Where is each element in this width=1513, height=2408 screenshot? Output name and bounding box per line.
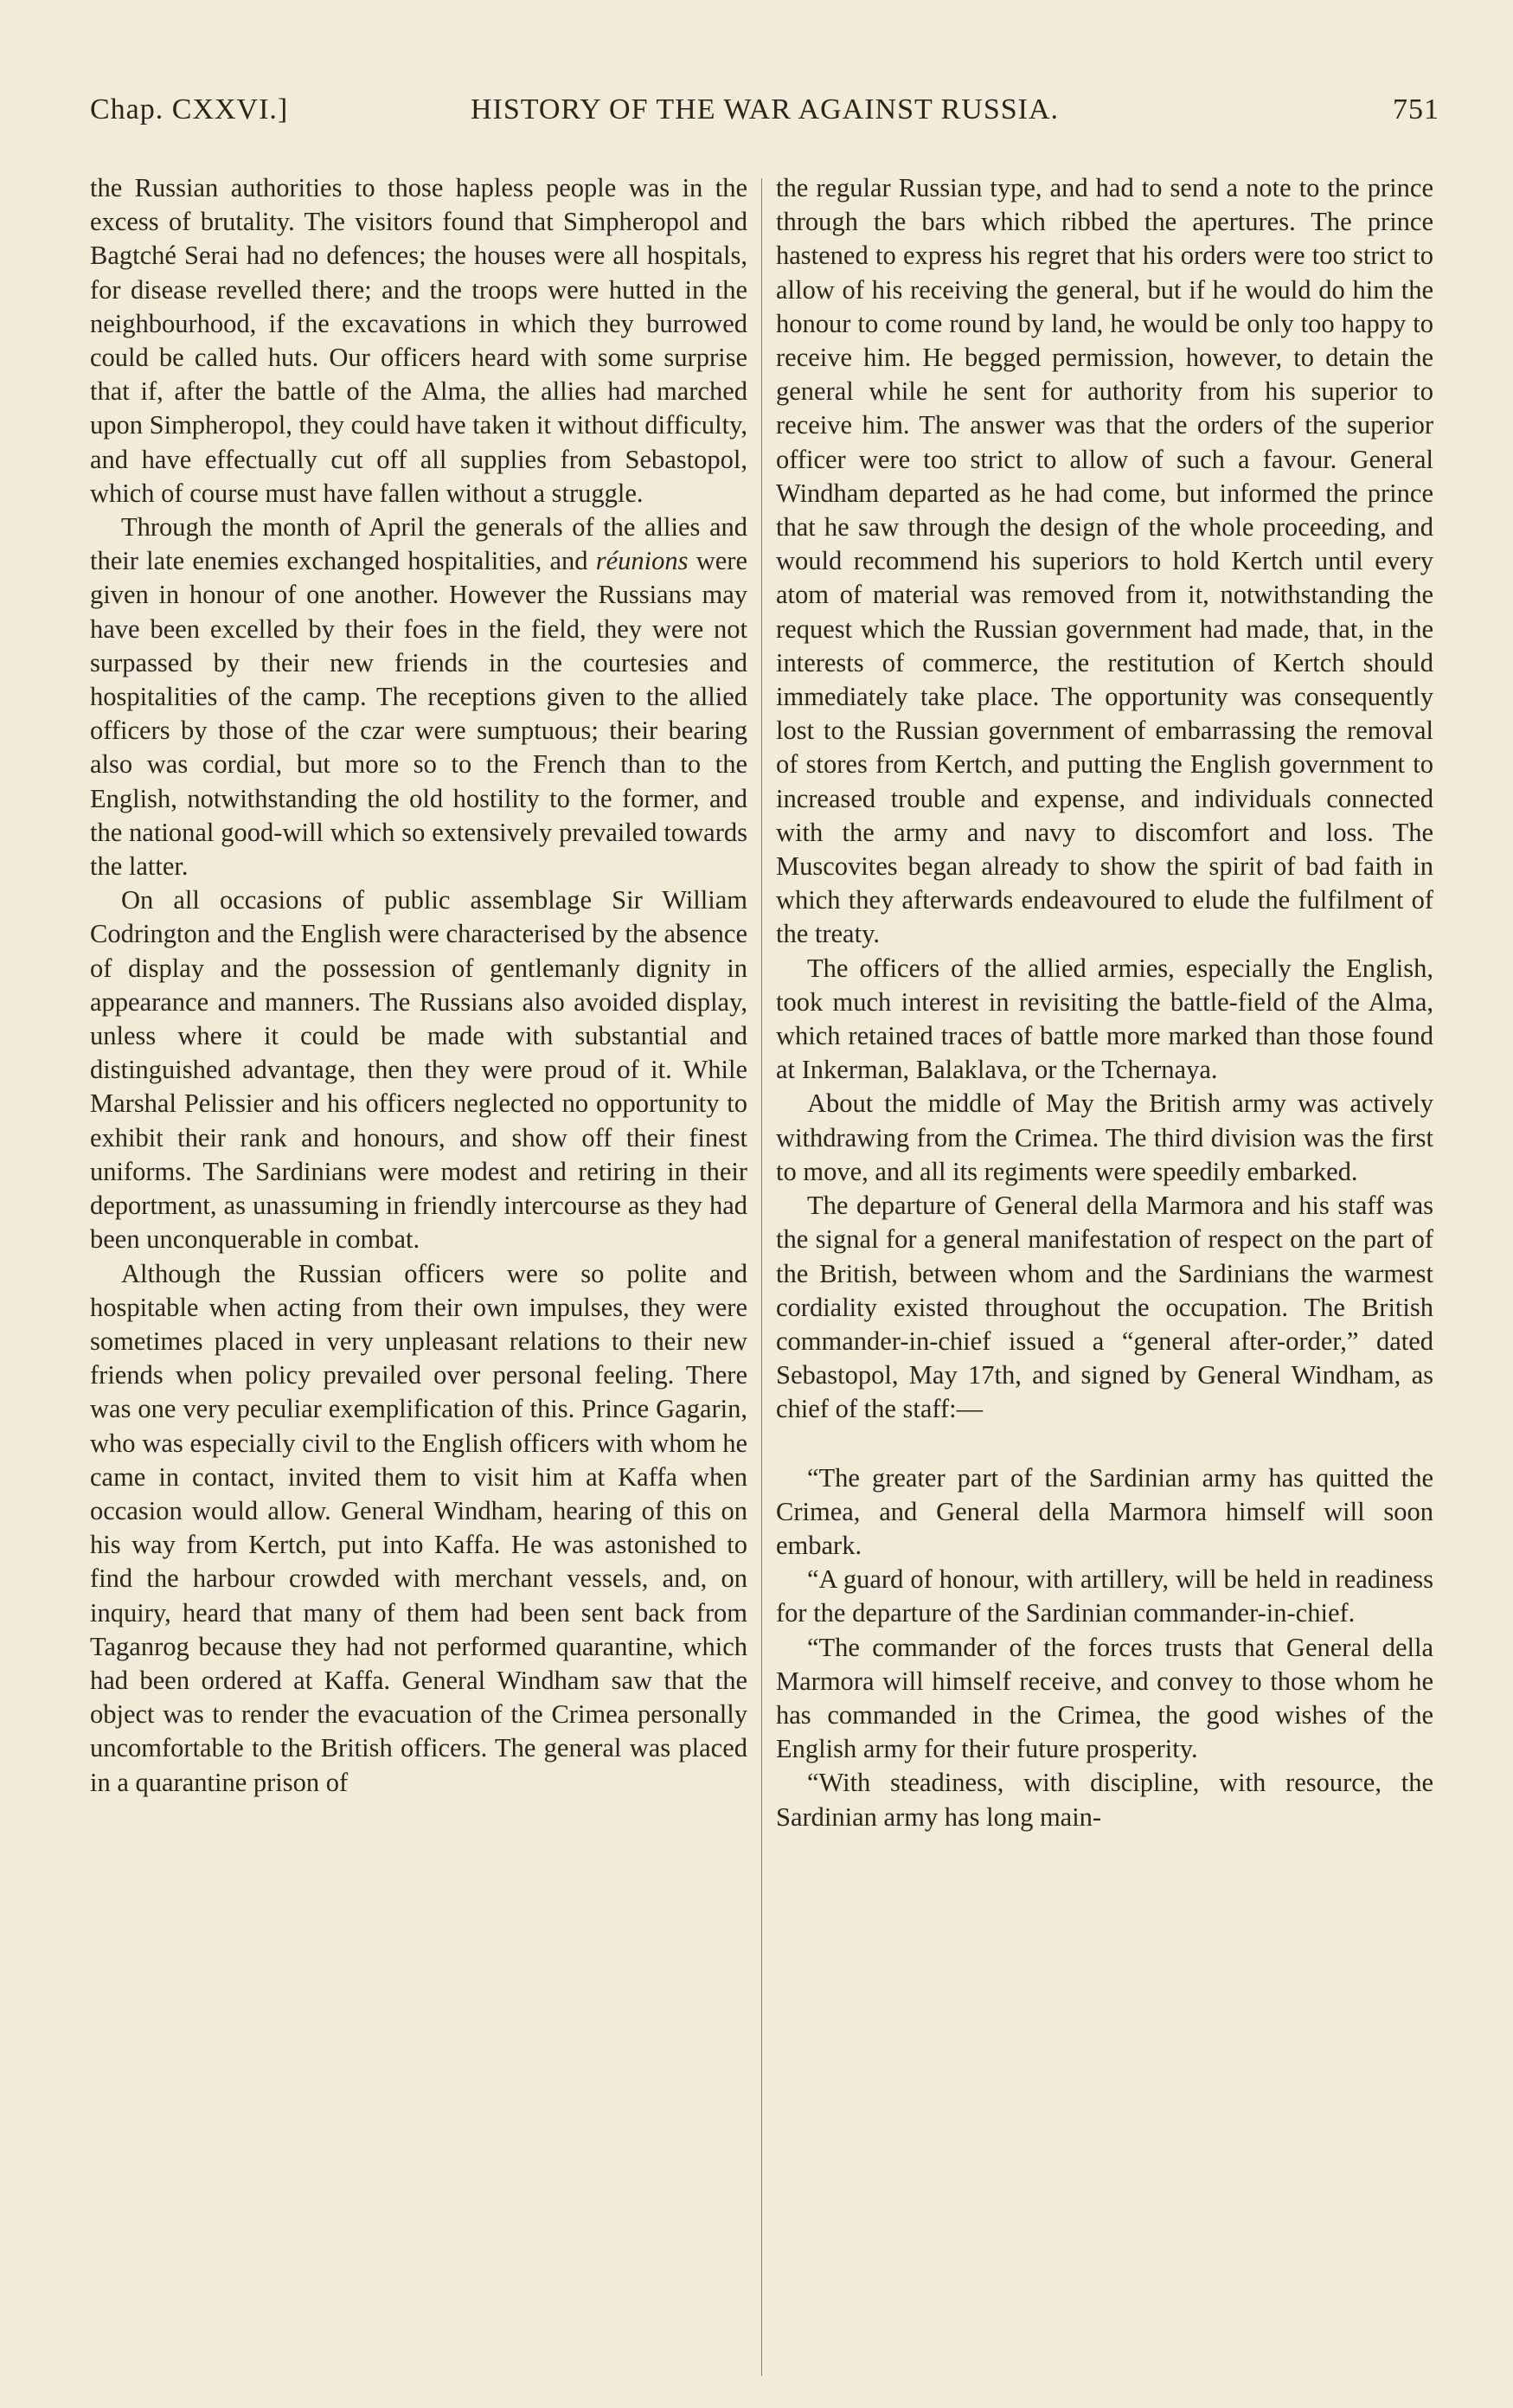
right-column bbox=[776, 171, 1433, 2386]
column-divider bbox=[761, 178, 762, 2376]
running-title: HISTORY OF THE WAR AGAINST RUSSIA. bbox=[470, 93, 1060, 125]
paragraph: On all occasions of public assemblage Sir William Codrington and the English were characterised by the absence of display and the possession of gentlemanly dignity in appearance and manners. The Russians also avoided display, unless where it could be made with substantial and distinguished advantage, then they were proud of it. While Marshal Pelissier and his officers neglected no opportunity to exhibit their rank and honours, and show off their finest uniforms. The Sardinians were modest and retiring in their deportment, as unassuming in friendly intercourse as they had been unconquerable in combat. bbox=[90, 885, 747, 1255]
chapter-label: Chap. CXXVI.] bbox=[90, 93, 289, 125]
paragraph bbox=[90, 510, 747, 883]
running-header bbox=[90, 93, 1439, 145]
paragraph-text: were given in honour of one another. However the Russians may have been excelled by their foes in the field, they were not surpassed by their new friends in the courtesies and hospitalities of the camp. The receptions given to the allied officers by those of the czar were sumptuous; their bearing also was cordial, but more so to the French than to the English, notwithstanding the old hostility to the former, and the national good-will which so extensively prevailed towards the latter. bbox=[90, 546, 747, 882]
paragraph: The officers of the allied armies, especially the English, took much interest in revisiting the battle-field of the Alma, which retained traces of battle more marked than those found at Inkerman, Balaklava, or the Tchernaya. bbox=[776, 953, 1433, 1085]
paragraph: the regular Russian type, and had to send a note to the prince through the bars which ribbed the apertures. The prince hastened to express his regret that his orders were too strict to allow of his receiving the general, but if he would do him the honour to come round by land, he would be only too happy to receive him. He begged permission, however, to detain the general while he sent for authority from his superior to receive him. The answer was that the orders of the superior officer were too strict to allow of such a favour. General Windham departed as he had come, but informed the prince that he saw through the design of the whole proceeding, and would recommend his superiors to hold Kertch until every atom of material was removed from it, notwithstanding the request which the Russian government had made, that, in the interests of commerce, the restitution of Kertch should immediately take place. The opportunity was consequently lost to the Russian government of embarrassing the removal of stores from Kertch, and putting the English government to increased trouble and expense, and individuals connected with the army and navy to discomfort and loss. The Muscovites began already to show the spirit of bad faith in which they afterwards endeavoured to elude the fulfilment of the treaty. bbox=[776, 173, 1433, 949]
paragraph-text: Through the month of April the generals of the allies and their late enemies exchanged hospitalities, and bbox=[90, 512, 747, 576]
paragraph: the Russian authorities to those hapless people was in the excess of brutality. The visitors found that Simpheropol and Bagtché Serai had no defences; the houses were all hospitals, for disease revelled there; and the troops were hutted in the neighbourhood, if the excavations in which they burrowed could be called huts. Our officers heard with some surprise that if, after the battle of the Alma, the allies had marched upon Simpheropol, they could have taken it without difficulty, and have effectually cut off all supplies from Sebastopol, which of course must have fallen without a struggle. bbox=[90, 173, 747, 508]
left-column bbox=[90, 171, 747, 2386]
paragraph: Although the Russian officers were so polite and hospitable when acting from their own impulses, they were sometimes placed in very unpleasant relations to their new friends when policy prevailed over personal feeling. There was one very peculiar exemplification of this. Prince Gagarin, who was especially civil to the English officers with whom he came in contact, invited them to visit him at Kaffa when occasion would allow. General Windham, hearing of this on his way from Kertch, put into Kaffa. He was astonished to find the harbour crowded with merchant vessels, and, on inquiry, heard that many of them had been sent back from Taganrog because they had not performed quarantine, which had been ordered at Kaffa. General Windham saw that the object was to render the evacuation of the Crimea personally uncomfortable to the British officers. The general was placed in a quarantine prison of bbox=[90, 1258, 747, 1797]
quoted-order-paragraph: “A guard of honour, with artillery, will be held in readiness for the departure of the Sardinian commander-in-chief. bbox=[776, 1564, 1433, 1628]
paragraph: The departure of General della Marmora and his staff was the signal for a general manifestation of respect on the part of the British, between whom and the Sardinians the warmest cordiality existed throughout the occupation. The British commander-in-chief issued a “general after-order,” dated Sebastopol, May 17th, and signed by General Windham, as chief of the staff:— bbox=[776, 1191, 1433, 1424]
paragraph: About the middle of May the British army was actively withdrawing from the Crimea. The third division was the first to move, and all its regiments were speedily embarked. bbox=[776, 1088, 1433, 1186]
quoted-order-paragraph: “The greater part of the Sardinian army has quitted the Crimea, and General della Marmora himself will soon embark. bbox=[776, 1462, 1433, 1560]
quoted-order-paragraph: “With steadiness, with discipline, with resource, the Sardinian army has long main- bbox=[776, 1768, 1433, 1832]
italic-term: réunions bbox=[595, 546, 689, 576]
quoted-order-paragraph: “The commander of the forces trusts that General della Marmora will himself receive, and convey to those whom he has commanded in the Crimea, the good wishes of the English army for their future prosperity. bbox=[776, 1632, 1433, 1764]
page-number: 751 bbox=[1393, 93, 1439, 125]
